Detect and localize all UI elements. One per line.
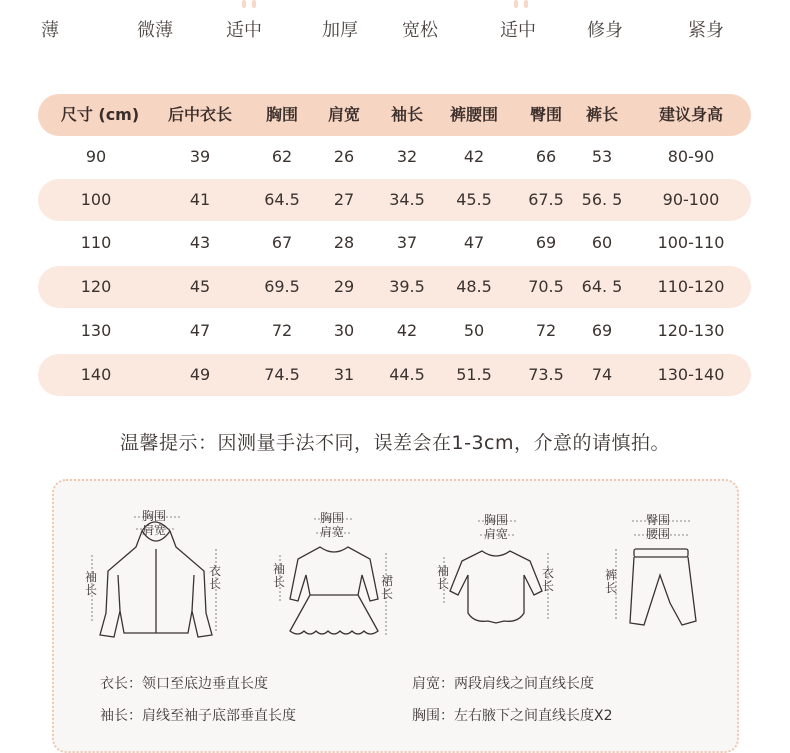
table-cell: 28	[333, 233, 355, 252]
definition-term: 胸围：	[412, 708, 454, 724]
scale-marker	[514, 0, 518, 8]
romper-chest-label: 胸围	[484, 513, 509, 527]
table-cell: 50	[463, 321, 485, 340]
table-cell: 69	[591, 321, 613, 340]
table-cell: 130	[80, 321, 112, 340]
table-row	[38, 222, 751, 264]
table-cell: 31	[333, 365, 355, 384]
definition-desc: 两段肩线之间直线长度	[454, 676, 594, 692]
table-header	[38, 94, 751, 136]
table-cell: 45.5	[456, 190, 492, 209]
table-cell: 66	[535, 147, 557, 166]
thickness-medium: 适中	[226, 20, 262, 41]
table-cell: 51.5	[456, 365, 492, 384]
table-cell: 67.5	[528, 190, 564, 209]
table-cell: 44.5	[389, 365, 425, 384]
definition-chest	[412, 705, 613, 725]
scale-marker	[524, 0, 528, 8]
table-cell: 64. 5	[581, 277, 623, 296]
dress-shoulder-label: 肩宽	[320, 525, 345, 539]
table-cell: 69.5	[264, 277, 300, 296]
definition-desc: 左右腋下之间直线长度X2	[454, 708, 613, 724]
definition-length	[100, 673, 268, 693]
table-cell: 47	[463, 233, 485, 252]
table-cell: 90-100	[662, 190, 720, 209]
table-cell: 34.5	[389, 190, 425, 209]
measurement-diagram-panel	[52, 479, 739, 753]
header-size: 尺寸 (cm)	[60, 105, 140, 124]
table-cell: 47	[189, 321, 211, 340]
header-chest: 胸围	[265, 105, 298, 124]
thickness-thin: 薄	[41, 20, 59, 41]
romper-sleeve-label: 袖长	[436, 564, 449, 591]
thickness-slightly-thin: 微薄	[137, 20, 173, 41]
jacket-length-label: 衣长	[208, 564, 221, 591]
table-cell: 140	[80, 365, 112, 384]
pants-hip-label: 臀围	[646, 513, 671, 527]
romper-length-label: 衣长	[541, 566, 554, 593]
table-cell: 43	[189, 233, 211, 252]
table-cell: 29	[333, 277, 355, 296]
pants-length-label: 裤长	[604, 568, 617, 595]
table-cell: 48.5	[456, 277, 492, 296]
table-cell: 110-120	[657, 277, 725, 296]
dress-length-label: 裙长	[380, 574, 393, 601]
definition-shoulder	[412, 673, 594, 693]
header-shoulder: 肩宽	[327, 105, 360, 124]
definition-term: 衣长：	[100, 676, 142, 692]
table-cell: 72	[271, 321, 293, 340]
table-cell: 62	[271, 147, 293, 166]
table-cell: 100-110	[657, 233, 725, 252]
scale-marker	[252, 0, 256, 8]
table-cell: 90	[85, 147, 107, 166]
table-cell: 74	[591, 365, 613, 384]
table-row	[38, 310, 751, 352]
table-cell: 130-140	[657, 365, 725, 384]
definition-term: 肩宽：	[412, 676, 454, 692]
table-cell: 56. 5	[581, 190, 623, 209]
table-cell: 73.5	[528, 365, 564, 384]
header-hip: 臀围	[529, 105, 562, 124]
thickness-fit-scale	[0, 0, 790, 60]
header-pants-length: 裤长	[585, 105, 618, 124]
header-length: 后中衣长	[167, 105, 232, 124]
scale-marker	[242, 0, 246, 8]
jacket-shoulder-label: 肩宽	[142, 523, 167, 537]
definition-desc: 领口至底边垂直长度	[142, 676, 268, 692]
table-cell: 53	[591, 147, 613, 166]
fit-tight: 紧身	[688, 20, 724, 41]
dress-diagram	[274, 503, 394, 653]
table-cell: 100	[80, 190, 112, 209]
header-sleeve: 袖长	[390, 105, 423, 124]
table-cell: 80-90	[667, 147, 715, 166]
romper-diagram	[438, 503, 558, 653]
table-cell: 120	[80, 277, 112, 296]
table-row	[38, 179, 751, 221]
pants-waist-label: 腰围	[646, 527, 671, 541]
jacket-chest-label: 胸围	[142, 509, 167, 523]
table-cell: 30	[333, 321, 355, 340]
table-cell: 45	[189, 277, 211, 296]
pants-diagram	[602, 503, 712, 653]
definition-desc: 肩线至袖子底部垂直长度	[142, 708, 296, 724]
thickness-thick: 加厚	[322, 20, 358, 41]
table-cell: 37	[396, 233, 418, 252]
table-cell: 26	[333, 147, 355, 166]
table-cell: 120-130	[657, 321, 725, 340]
table-cell: 67	[271, 233, 293, 252]
table-cell: 39	[189, 147, 211, 166]
measurement-note: 温馨提示：因测量手法不同，误差会在1-3cm，介意的请慎拍。	[120, 432, 670, 454]
table-cell: 74.5	[264, 365, 300, 384]
dress-sleeve-label: 袖长	[272, 562, 285, 589]
header-waist: 裤腰围	[449, 105, 498, 124]
fit-regular: 适中	[500, 20, 536, 41]
table-row	[38, 136, 751, 178]
table-cell: 72	[535, 321, 557, 340]
table-cell: 41	[189, 190, 211, 209]
definition-sleeve	[100, 705, 296, 725]
romper-shoulder-label: 肩宽	[484, 527, 509, 541]
jacket-diagram	[84, 503, 224, 653]
table-cell: 70.5	[528, 277, 564, 296]
fit-slim: 修身	[587, 20, 623, 41]
table-row	[38, 266, 751, 308]
definition-term: 袖长：	[100, 708, 142, 724]
table-cell: 42	[396, 321, 418, 340]
table-cell: 49	[189, 365, 211, 384]
table-cell: 39.5	[389, 277, 425, 296]
table-cell: 110	[80, 233, 112, 252]
table-cell: 42	[463, 147, 485, 166]
fit-loose: 宽松	[402, 20, 438, 41]
table-cell: 69	[535, 233, 557, 252]
header-height: 建议身高	[658, 105, 723, 124]
table-row	[38, 354, 751, 396]
table-cell: 64.5	[264, 190, 300, 209]
dress-chest-label: 胸围	[320, 511, 345, 525]
table-cell: 27	[333, 190, 355, 209]
jacket-sleeve-label: 袖长	[84, 570, 97, 597]
table-cell: 32	[396, 147, 418, 166]
table-cell: 60	[591, 233, 613, 252]
